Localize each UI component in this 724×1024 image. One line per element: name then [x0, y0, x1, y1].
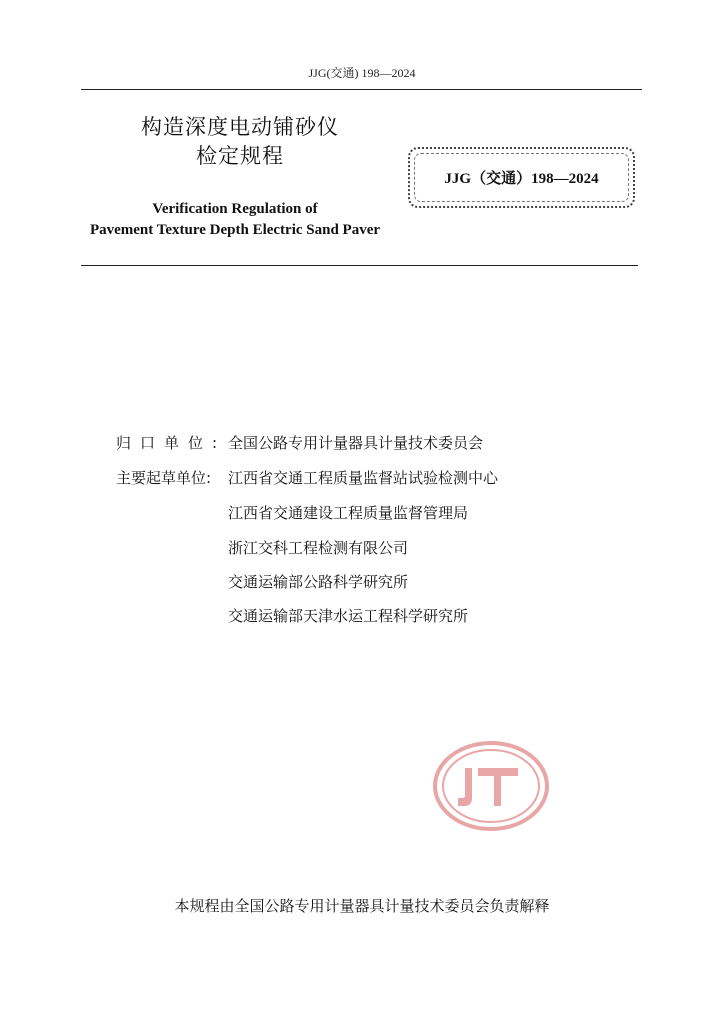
title-chinese [80, 113, 400, 171]
standard-code-box [408, 147, 635, 208]
drafting-unit: 江西省交通工程质量监督站试验检测中心 [228, 469, 499, 487]
drafting-unit: 浙江交科工程检测有限公司 [228, 539, 409, 557]
title-divider [81, 265, 638, 266]
title-chinese-line-2: 检定规程 [196, 144, 284, 168]
responsible-unit-label: 归口单位: [116, 434, 218, 452]
responsible-unit-value: 全国公路专用计量器具计量技术委员会 [228, 434, 484, 452]
title-english-line-1: Verification Regulation of [152, 201, 318, 217]
code-box-inner-border [414, 153, 629, 202]
title-english-line-2: Pavement Texture Depth Electric Sand Paver [89, 222, 381, 238]
title-chinese-line-1: 构造深度电动铺砂仪 [141, 115, 339, 139]
header-divider [81, 89, 642, 90]
interpretation-note: 本规程由全国公路专用计量器具计量技术委员会负责解释 [174, 897, 550, 915]
drafting-unit: 江西省交通建设工程质量监督管理局 [228, 504, 469, 522]
standard-code-text: JJG（交通）198—2024 [444, 171, 599, 187]
title-english [74, 199, 396, 241]
drafting-units-label: 主要起草单位: [116, 469, 212, 487]
drafting-unit: 交通运输部公路科学研究所 [228, 573, 409, 591]
jt-logo-stamp [432, 740, 550, 832]
drafting-unit: 交通运输部天津水运工程科学研究所 [228, 607, 469, 625]
header-standard-code: JJG(交通) 198—2024 [308, 66, 416, 80]
